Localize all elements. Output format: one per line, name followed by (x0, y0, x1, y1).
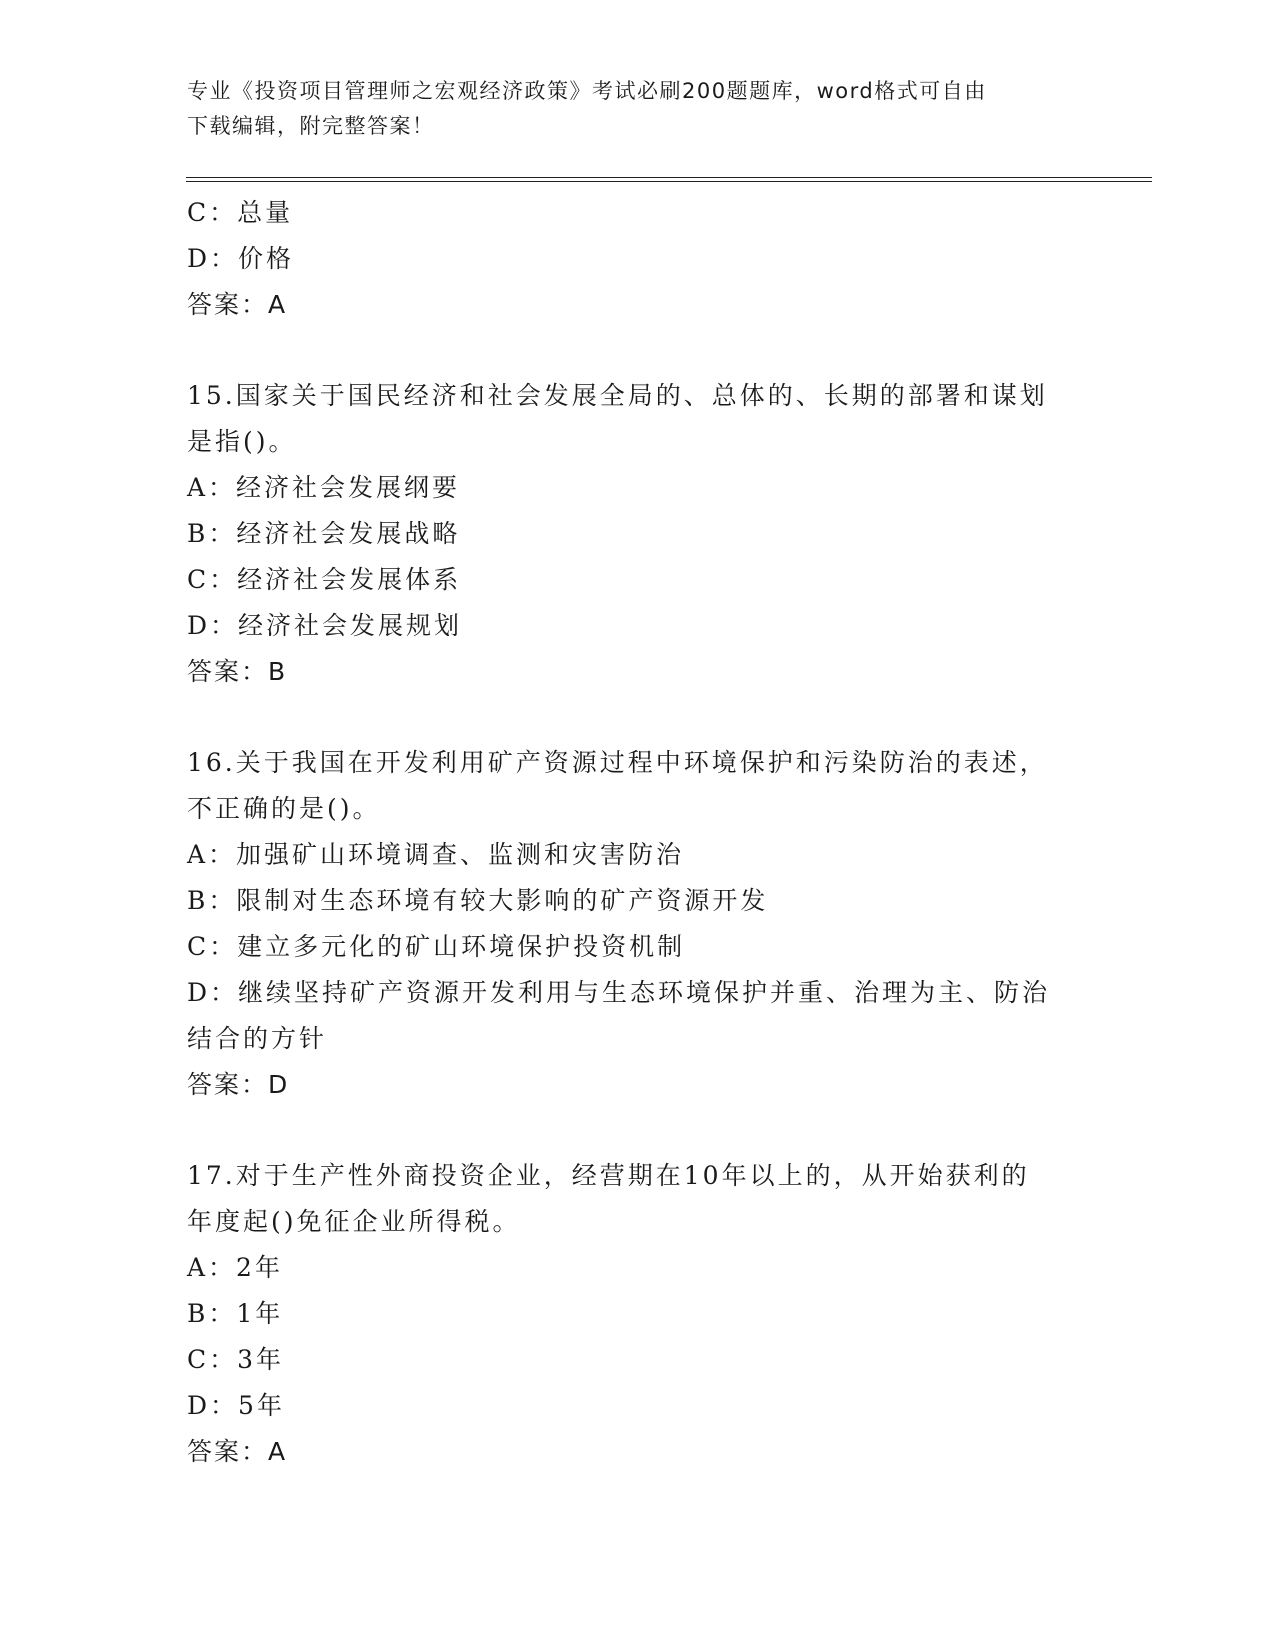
option-d: D：继续坚持矿产资源开发利用与生态环境保护并重、治理为主、防治 (187, 978, 1051, 1007)
option-d: D：经济社会发展规划 (187, 611, 463, 640)
answer-line: 答案：D (187, 1070, 290, 1099)
spacer (187, 695, 1087, 740)
option-c: C：经济社会发展体系 (187, 565, 462, 594)
question-stem-cont: 不正确的是()。 (187, 794, 381, 823)
question-17 (187, 1153, 1087, 1475)
question-list (187, 190, 1087, 1475)
option-b: B：1年 (187, 1299, 284, 1328)
option-d: D：价格 (187, 244, 295, 273)
header-line-1: 专业《投资项目管理师之宏观经济政策》考试必刷200题题库，word格式可自由 (187, 79, 987, 103)
question-stem: 16.关于我国在开发利用矿产资源过程中环境保护和污染防治的表述， (187, 748, 1048, 777)
option-c: C：3年 (187, 1345, 285, 1374)
option-a: A：加强矿山环境调查、监测和灾害防治 (187, 840, 685, 869)
option-d: D：5年 (187, 1391, 285, 1420)
question-stem-cont: 是指()。 (187, 427, 297, 456)
option-d-cont: 结合的方针 (187, 1024, 328, 1053)
header-line-2: 下载编辑，附完整答案！ (187, 114, 435, 138)
spacer (187, 1108, 1087, 1153)
option-b: B：经济社会发展战略 (187, 519, 461, 548)
question-16 (187, 740, 1087, 1108)
header-rule-upper (186, 177, 1152, 178)
option-c: C：建立多元化的矿山环境保护投资机制 (187, 932, 686, 961)
option-b: B：限制对生态环境有较大影响的矿产资源开发 (187, 886, 769, 915)
question-stem: 17.对于生产性外商投资企业，经营期在10年以上的，从开始获利的 (187, 1161, 1030, 1190)
question-fragment-14 (187, 190, 1087, 328)
document-header (187, 74, 1087, 144)
answer-line: 答案：A (187, 290, 288, 319)
option-c: C：总量 (187, 198, 294, 227)
question-15 (187, 373, 1087, 695)
answer-line: 答案：A (187, 1437, 288, 1466)
spacer (187, 328, 1087, 373)
answer-line: 答案：B (187, 657, 288, 686)
question-stem-cont: 年度起()免征企业所得税。 (187, 1207, 521, 1236)
header-rule-lower (186, 181, 1152, 182)
option-a: A：2年 (187, 1253, 283, 1282)
question-stem: 15.国家关于国民经济和社会发展全局的、总体的、长期的部署和谋划 (187, 381, 1048, 410)
option-a: A：经济社会发展纲要 (187, 473, 461, 502)
